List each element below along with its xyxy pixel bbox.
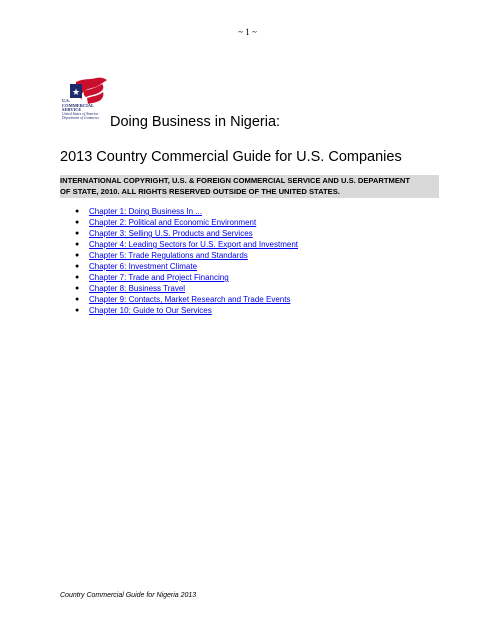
chapter-link[interactable]: Chapter 7: Trade and Project Financing — [89, 273, 229, 282]
chapter-link[interactable]: Chapter 6: Investment Climate — [89, 262, 198, 271]
logo-line-commercial: COMMERCIAL — [62, 102, 94, 108]
logo-text — [62, 99, 99, 120]
logo-line-doc: Department of Commerce — [62, 115, 100, 120]
copyright-line-2: OF STATE, 2010. ALL RIGHTS RESERVED OUTSIDE OF THE UNITED STATES. — [60, 186, 340, 196]
copyright-notice — [60, 175, 439, 198]
bullet-icon: ● — [75, 285, 80, 292]
bullet-icon: ● — [75, 230, 80, 237]
document-subtitle: 2013 Country Commercial Guide for U.S. Companies — [60, 149, 402, 165]
bullet-icon: ● — [75, 252, 80, 259]
page-number: ~ 1 ~ — [238, 27, 257, 37]
chapter-link[interactable]: Chapter 5: Trade Regulations and Standards — [89, 251, 248, 260]
logo-line-service: SERVICE — [62, 107, 82, 113]
copyright-line-1: INTERNATIONAL COPYRIGHT, U.S. & FOREIGN COMMERCIAL SERVICE AND U.S. DEPARTMENT — [60, 176, 411, 185]
document-title: Doing Business in Nigeria: — [110, 114, 281, 130]
chapter-link[interactable]: Chapter 10: Guide to Our Services — [89, 306, 212, 315]
logo-line-usa: United States of America — [62, 111, 98, 116]
bullet-icon: ● — [75, 263, 80, 270]
chapter-link[interactable]: Chapter 4: Leading Sectors for U.S. Export and Investment — [89, 240, 298, 249]
chapter-link[interactable]: Chapter 3: Selling U.S. Products and Services — [89, 229, 253, 238]
chapter-link[interactable]: Chapter 8: Business Travel — [89, 284, 186, 293]
bullet-icon: ● — [75, 296, 80, 303]
chapter-link[interactable]: Chapter 2: Political and Economic Environment — [89, 218, 257, 227]
bullet-icon: ● — [75, 274, 80, 281]
bullet-icon: ● — [75, 307, 80, 314]
logo-line-us: U.S. — [62, 98, 70, 103]
bullet-icon: ● — [75, 241, 80, 248]
chapter-link[interactable]: Chapter 1: Doing Business In ... — [89, 207, 202, 216]
chapter-link[interactable]: Chapter 9: Contacts, Market Research and Trade Events — [89, 295, 291, 304]
logo-star-icon: ★ — [71, 88, 81, 98]
page-footer: Country Commercial Guide for Nigeria 2013 — [60, 592, 197, 599]
bullet-icon: ● — [75, 219, 80, 226]
bullet-icon: ● — [75, 208, 80, 215]
